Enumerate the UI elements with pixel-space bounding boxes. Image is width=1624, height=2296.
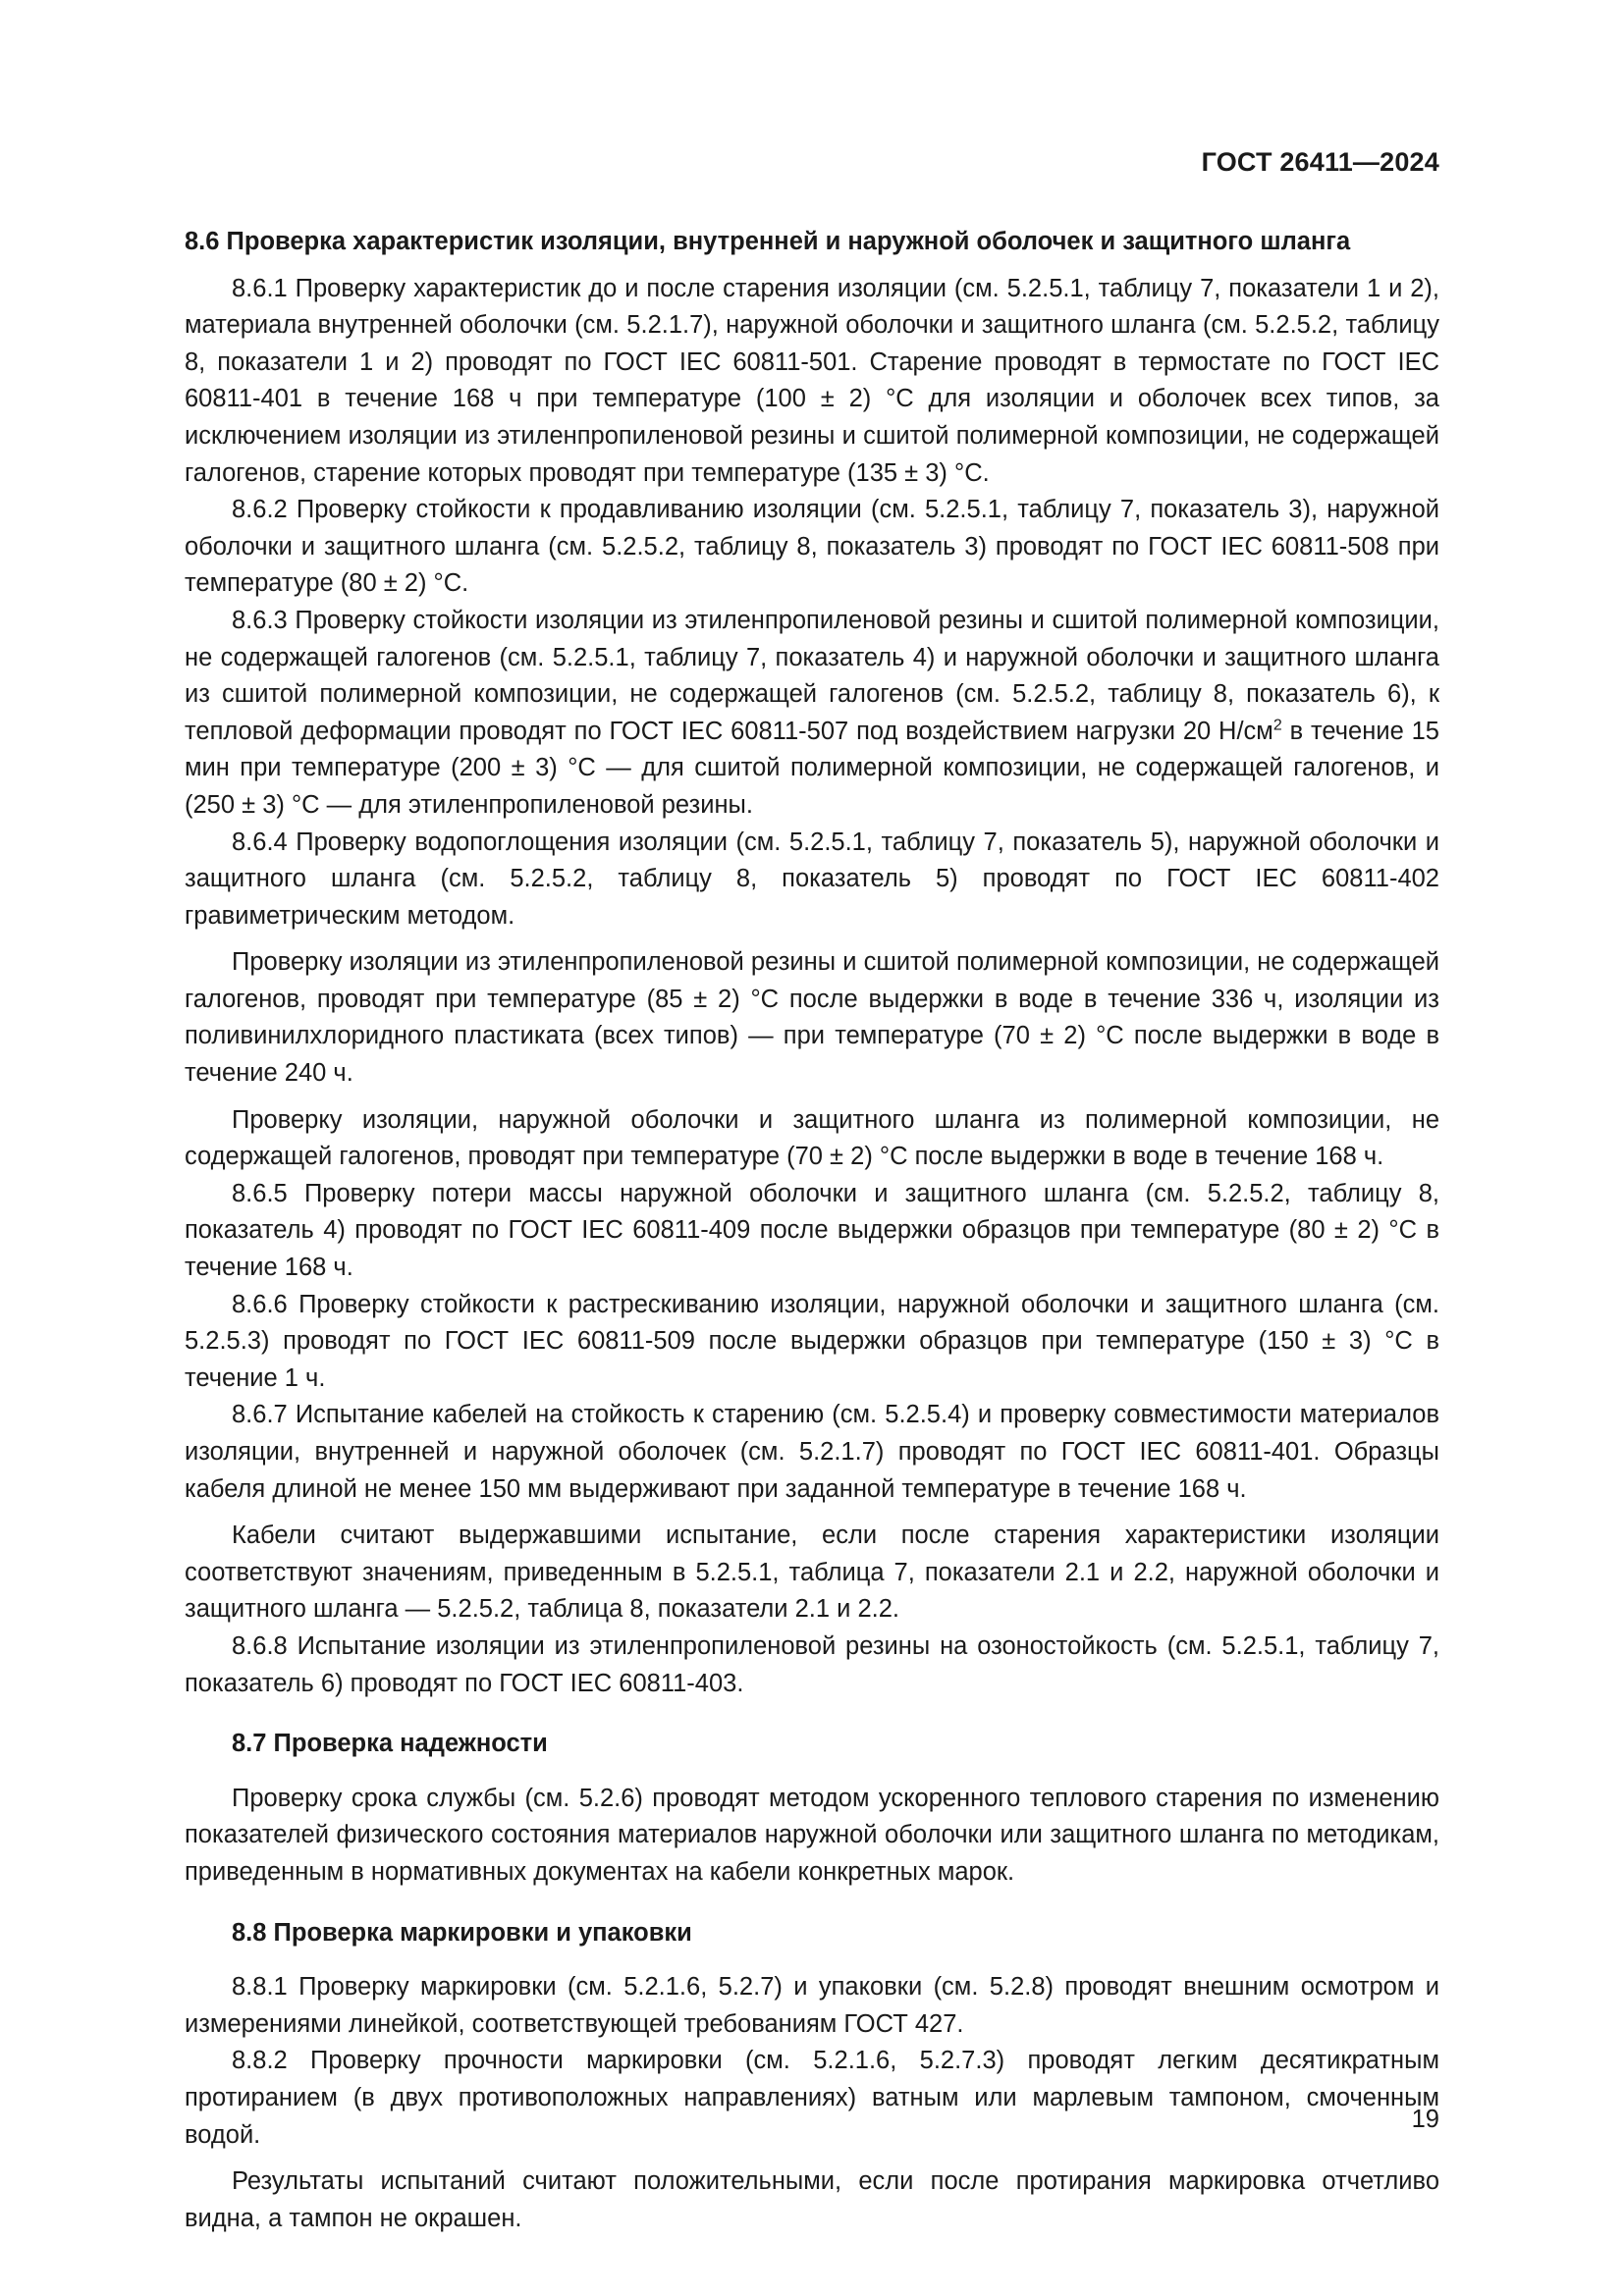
paragraph-8-6-7-b: Кабели считают выдержавшими испытание, если после старения характеристики изоляции соответствуют значениям, приведенным в 5.2.5.1, таблица 7, показатели 2.1 и 2.2, наружной оболочки и защитного шланга — 5.2.5.2, таблица 8, показатели 2.1 и 2.2. bbox=[185, 1522, 1439, 1624]
paragraph-8-8-2: 8.8.2 Проверку прочности маркировки (см. 5.2.1.6, 5.2.7.3) проводят легким десятикратным протиранием (в двух противоположных направлениях) ватным или марлевым тампоном, смоченным водой. bbox=[185, 2047, 1439, 2149]
paragraph-8-6-3-part-a: 8.6.3 Проверку стойкости изоляции из этиленпропиленовой резины и сшитой полимерной композиции, не содержащей галогенов (см. 5.2.5.1, таблицу 7, показатель 4) и наружной оболочки и защитного шланга из сшитой полимерной композиции, не содержащей галогенов (см. 5.2.5.2, таблицу 8, показатель 6), к тепловой деформации проводят по ГОСТ IEC 60811-507 под воздействием нагрузки 20 Н/см bbox=[185, 606, 1439, 745]
paragraph-8-8-1: 8.8.1 Проверку маркировки (см. 5.2.1.6, 5.2.7) и упаковки (см. 5.2.8) проводят внешним осмотром и измерениями линейкой, соответствующей требованиям ГОСТ 427. bbox=[185, 1973, 1439, 2038]
standard-code-header: ГОСТ 26411—2024 bbox=[1201, 147, 1439, 177]
paragraph-8-6-2: 8.6.2 Проверку стойкости к продавливанию изоляции (см. 5.2.5.1, таблицу 7, показатель 3), наружной оболочки и защитного шланга (см. 5.2.5.2, таблицу 8, показатель 3) проводят по ГОСТ IEC 60811-508 при температуре (80 ± 2) °С. bbox=[185, 496, 1439, 598]
paragraph-8-7: Проверку срока службы (см. 5.2.6) проводят методом ускоренного теплового старения по изменению показателей физического состояния материалов наружной оболочки или защитного шланга по методикам, приведенным в нормативных документах на кабели конкретных марок. bbox=[185, 1784, 1439, 1886]
paragraph-8-8-2-b: Результаты испытаний считают положительными, если после протирания маркировка отчетливо видна, а тампон не окрашен. bbox=[185, 2167, 1439, 2232]
section-8-8-title: 8.8 Проверка маркировки и упаковки bbox=[232, 1918, 692, 1947]
paragraph-8-6-4-b: Проверку изоляции из этиленпропиленовой резины и сшитой полимерной композиции, не содержащей галогенов, проводят при температуре (85 ± 2) °С после выдержки в воде в течение 336 ч, изоляции из поливинилхлоридного пластиката (всех типов) — при температуре (70 ± 2) °С после выдержки в воде в течение 240 ч. bbox=[185, 948, 1439, 1088]
paragraph-8-6-7: 8.6.7 Испытание кабелей на стойкость к старению (см. 5.2.5.4) и проверку совместимости материалов изоляции, внутренней и наружной оболочек (см. 5.2.1.7) проводят по ГОСТ IEC 60811-401. Образцы кабеля длиной не менее 150 мм выдерживают при заданной температуре в течение 168 ч. bbox=[185, 1401, 1439, 1503]
paragraph-8-6-3 bbox=[185, 603, 1439, 825]
superscript-exponent: 2 bbox=[1272, 717, 1282, 734]
paragraph-8-6-4: 8.6.4 Проверку водопоглощения изоляции (см. 5.2.5.1, таблицу 7, показатель 5), наружной оболочки и защитного шланга (см. 5.2.5.2, таблицу 8, показатель 5) проводят по ГОСТ IEC 60811-402 гравиметрическим методом. bbox=[185, 828, 1439, 930]
paragraph-8-6-6: 8.6.6 Проверку стойкости к растрескиванию изоляции, наружной оболочки и защитного шланга (см. 5.2.5.3) проводят по ГОСТ IEC 60811-509 после выдержки образцов при температуре (150 ± 3) °С в течение 1 ч. bbox=[185, 1290, 1439, 1392]
paragraph-8-6-8: 8.6.8 Испытание изоляции из этиленпропиленовой резины на озоностойкость (см. 5.2.5.1, таблицу 7, показатель 6) проводят по ГОСТ IEC 60811-403. bbox=[185, 1631, 1439, 1697]
page-content bbox=[185, 224, 1439, 2237]
section-8-6-title: 8.6 Проверка характеристик изоляции, внутренней и наружной оболочек и защитного шланга bbox=[185, 228, 1351, 255]
paragraph-8-6-4-c: Проверку изоляции, наружной оболочки и защитного шланга из полимерной композиции, не содержащей галогенов, проводят при температуре (70 ± 2) °С после выдержки в воде в течение 168 ч. bbox=[185, 1105, 1439, 1171]
page-number: 19 bbox=[1411, 2106, 1439, 2133]
section-8-7-title: 8.7 Проверка надежности bbox=[232, 1730, 548, 1758]
paragraph-8-6-5: 8.6.5 Проверку потери массы наружной оболочки и защитного шланга (см. 5.2.5.2, таблицу 8, показатель 4) проводят по ГОСТ IEC 60811-409 после выдержки образцов при температуре (80 ± 2) °С в течение 168 ч. bbox=[185, 1179, 1439, 1282]
paragraph-8-6-1: 8.6.1 Проверку характеристик до и после старения изоляции (см. 5.2.5.1, таблицу 7, показатели 1 и 2), материала внутренней оболочки (см. 5.2.1.7), наружной оболочки и защитного шланга (см. 5.2.5.2, таблицу 8, показатели 1 и 2) проводят по ГОСТ IEC 60811-501. Старение проводят в термостате по ГОСТ IEC 60811-401 в течение 168 ч при температуре (100 ± 2) °С для изоляции и оболочек всех типов, за исключением изоляции из этиленпропиленовой резины и сшитой полимерной композиции, не содержащей галогенов, старение которых проводят при температуре (135 ± 3) °С. bbox=[185, 274, 1439, 487]
paragraph-8-6-3-part-b: в течение 15 мин при температуре (200 ± 3) °С — для сшитой полимерной композиции, не содержащей галогенов, и (250 ± 3) °С — для этиленпропиленовой резины. bbox=[185, 717, 1439, 819]
